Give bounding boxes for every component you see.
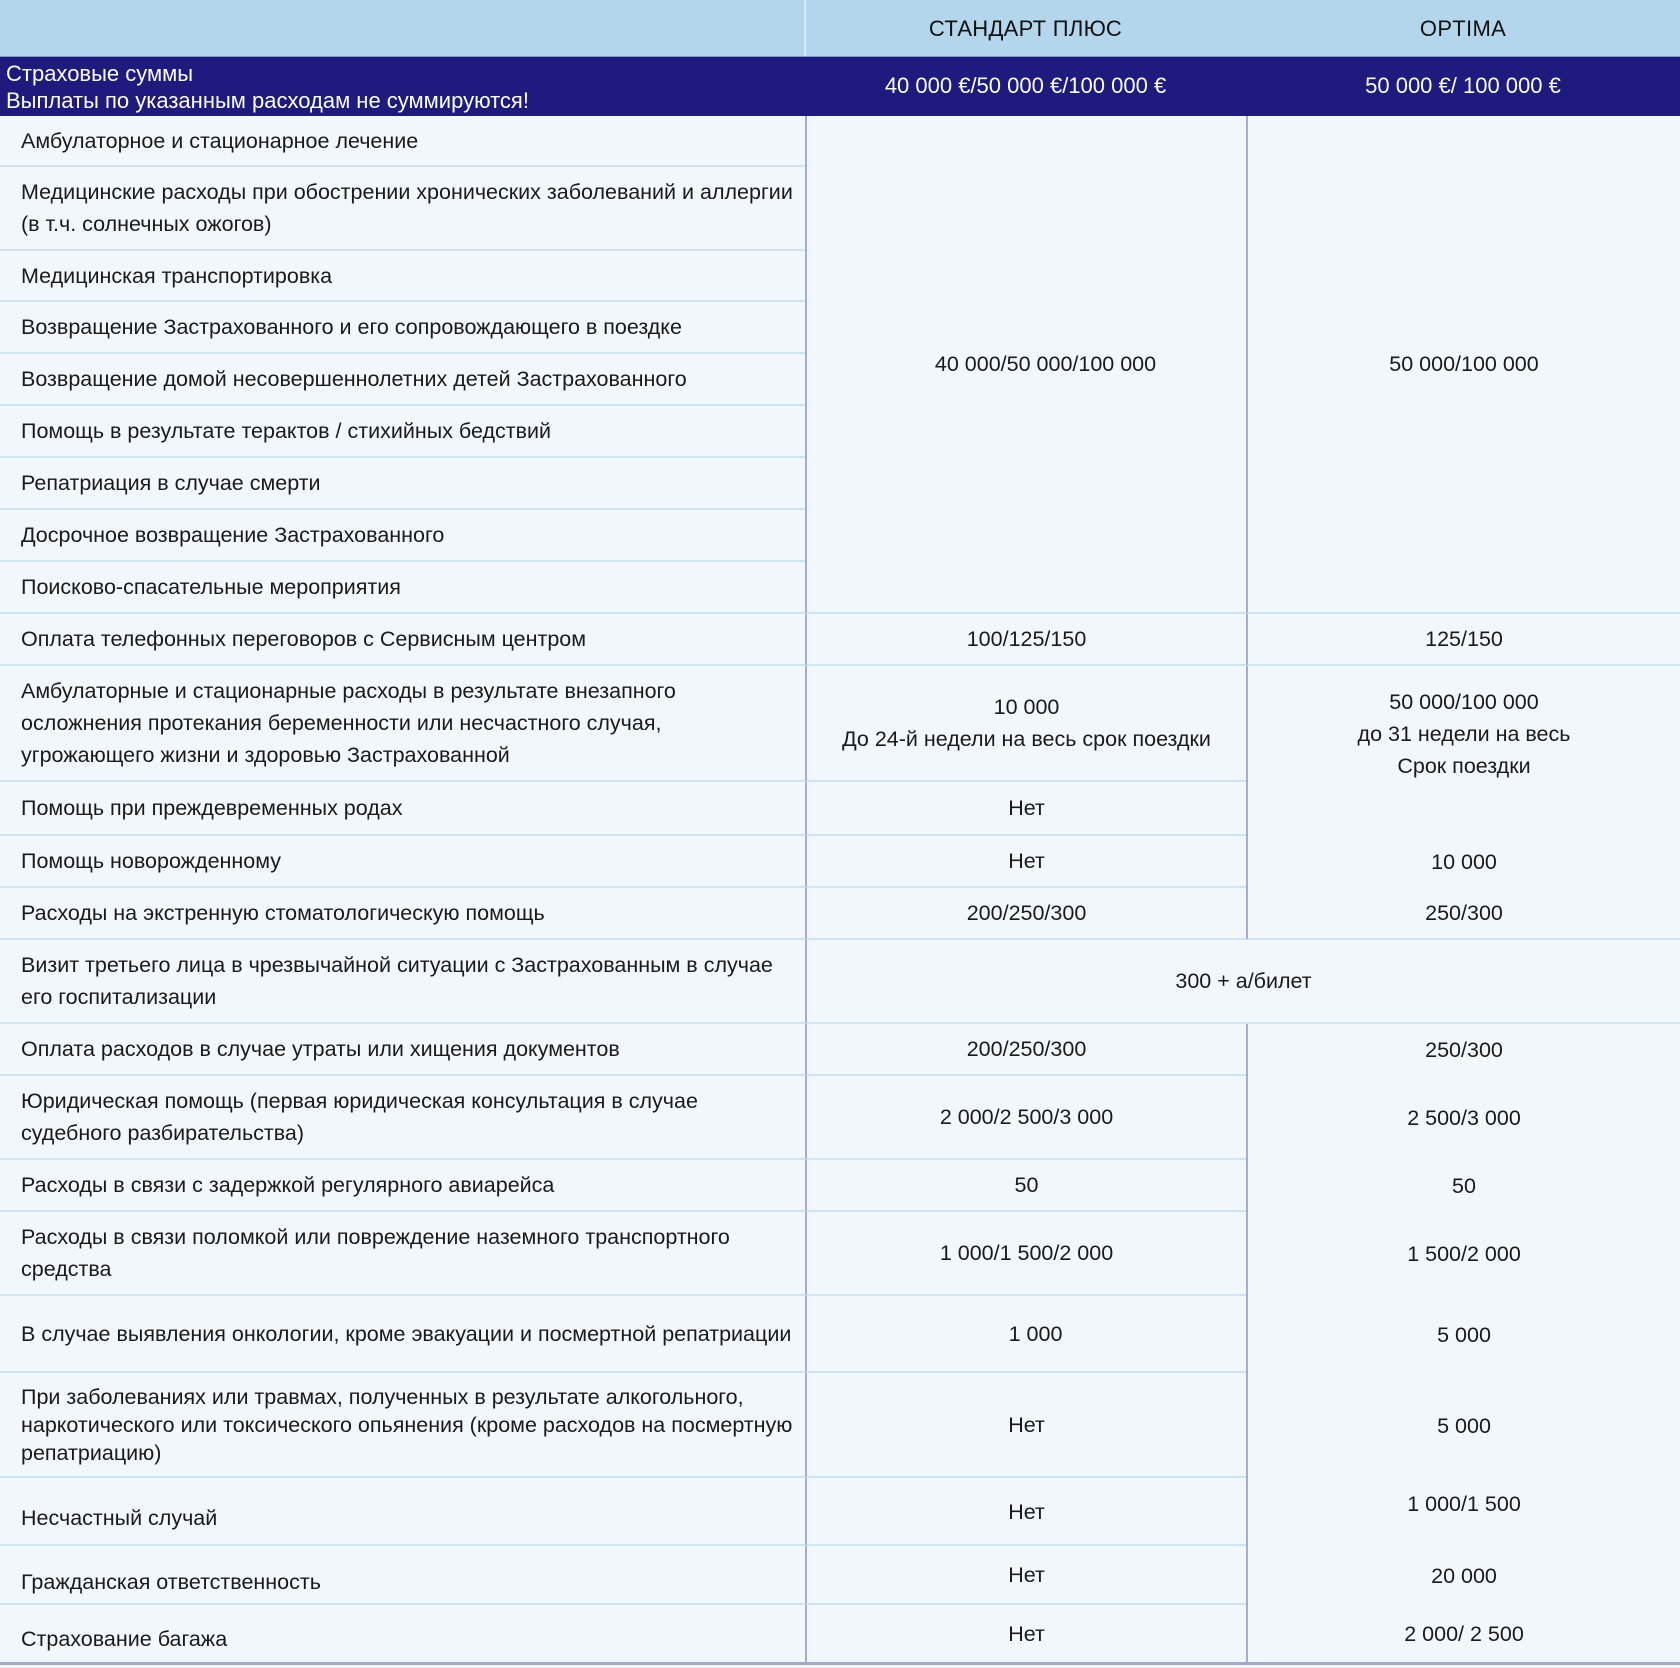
table-header: [0, 0, 1680, 56]
value-optima: 2 000/ 2 500: [1246, 1605, 1680, 1663]
sums-label: [6, 60, 529, 114]
value-standart: Нет: [805, 836, 1246, 888]
value-optima: 250/300: [1246, 888, 1680, 940]
value-optima: 125/150: [1246, 614, 1680, 666]
sums-optima: 50 000 €/ 100 000 €: [1365, 73, 1561, 98]
value-text: 50 000/100 000: [1389, 352, 1539, 376]
value-optima: 2 500/3 000: [1246, 1076, 1680, 1160]
sums-note: Выплаты по указанным расходам не суммируются!: [6, 88, 529, 113]
row-label: Оплата расходов в случае утраты или хищения документов: [0, 1024, 805, 1076]
value-optima: 1 000/1 500: [1246, 1478, 1680, 1546]
value-text: 10 000: [993, 695, 1060, 719]
row-label: Оплата телефонных переговоров с Сервисным центром: [0, 614, 805, 666]
value-optima: 10 000: [1246, 836, 1680, 888]
sums-title: Страховые суммы: [6, 61, 194, 86]
row-label: Помощь в результате терактов / стихийных бедствий: [0, 406, 805, 458]
row-label: Юридическая помощь (первая юридическая консультация в случае судебного разбирательства): [0, 1076, 805, 1160]
value-optima: 20 000: [1246, 1546, 1680, 1605]
value-optima: 1 500/2 000: [1246, 1212, 1680, 1296]
row-label: Страхование багажа: [21, 1627, 228, 1651]
header-divider: [804, 0, 806, 56]
row-label: Медицинская транспортировка: [0, 251, 805, 302]
value-optima: 250/300: [1246, 1024, 1680, 1076]
value-standart: Нет: [805, 1605, 1246, 1663]
value-standart: [805, 666, 1246, 782]
row-label: Медицинские расходы при обострении хронических заболеваний и аллергии (в т.ч. солнечных ожогов): [0, 167, 805, 251]
value-text: 50 000/100 000: [1389, 690, 1539, 714]
row-label: Несчастный случай: [0, 1478, 805, 1546]
row-label: В случае выявления онкологии, кроме эвакуации и посмертной репатриации: [0, 1296, 805, 1373]
value-standart: Нет: [805, 1546, 1246, 1605]
row-label: Помощь новорожденному: [0, 836, 805, 888]
table-bottom-border: [0, 1662, 1680, 1665]
value-standart: 1 000: [805, 1296, 1246, 1373]
row-label: Репатриация в случае смерти: [0, 458, 805, 510]
value-optima: 50: [1246, 1160, 1680, 1212]
value-standart: Нет: [805, 1478, 1246, 1546]
value-standart: 100/125/150: [805, 614, 1246, 666]
row-label: Расходы на экстренную стоматологическую помощь: [0, 888, 805, 940]
row-label: При заболеваниях или травмах, полученных в результате алкогольного, наркотического или токсического опьянения (кроме расходов на посмертную репатриацию): [0, 1373, 805, 1478]
row-label: Поисково-спасательные мероприятия: [0, 562, 805, 614]
value-standart: 1 000/1 500/2 000: [805, 1212, 1246, 1296]
merged-standart-medical: [805, 116, 1246, 614]
row-label: Амбулаторные и стационарные расходы в результате внезапного осложнения протекания беременности или несчастного случая, угрожающего жизни и здоровью Застрахованной: [0, 666, 805, 782]
value-note: до 31 недели на весь: [1357, 722, 1571, 746]
column-header-optima: OPTIMA: [1419, 16, 1507, 41]
value-both-plans: 300 + а/билет: [805, 940, 1680, 1024]
value-standart: 2 000/2 500/3 000: [805, 1076, 1246, 1160]
sums-header-row: [0, 56, 1680, 116]
value-optima-empty: [1246, 790, 1680, 836]
row-label: Расходы в связи поломкой или повреждение наземного транспортного средства: [0, 1212, 805, 1296]
sums-standart: 40 000 €/50 000 €/100 000 €: [884, 73, 1167, 98]
row-label: Возвращение Застрахованного и его сопровождающего в поездке: [0, 302, 805, 354]
row-label: Возвращение домой несовершеннолетних детей Застрахованного: [0, 354, 805, 406]
value-standart: 50: [805, 1160, 1246, 1212]
value-note: Срок поездки: [1397, 754, 1531, 778]
row-label: Расходы в связи с задержкой регулярного авиарейса: [0, 1160, 805, 1212]
merged-optima-medical: [1246, 116, 1680, 614]
value-standart: 200/250/300: [805, 1024, 1246, 1076]
value-optima: 5 000: [1246, 1373, 1680, 1478]
value-optima: 5 000: [1246, 1296, 1680, 1373]
value-note: До 24-й недели на весь срок поездки: [842, 727, 1211, 751]
row-label: Досрочное возвращение Застрахованного: [0, 510, 805, 562]
value-optima: [1246, 666, 1680, 790]
value-text: 40 000/50 000/100 000: [934, 352, 1157, 376]
value-standart: Нет: [805, 782, 1246, 836]
column-header-standart-plus: СТАНДАРТ ПЛЮС: [928, 16, 1123, 41]
row-label: Визит третьего лица в чрезвычайной ситуации с Застрахованным в случае его госпитализации: [0, 940, 805, 1024]
row-label: Помощь при преждевременных родах: [0, 782, 805, 836]
row-label: Амбулаторное и стационарное лечение: [0, 116, 805, 167]
value-standart: Нет: [805, 1373, 1246, 1478]
row-label: Гражданская ответственность: [0, 1546, 805, 1605]
value-standart: 200/250/300: [805, 888, 1246, 940]
